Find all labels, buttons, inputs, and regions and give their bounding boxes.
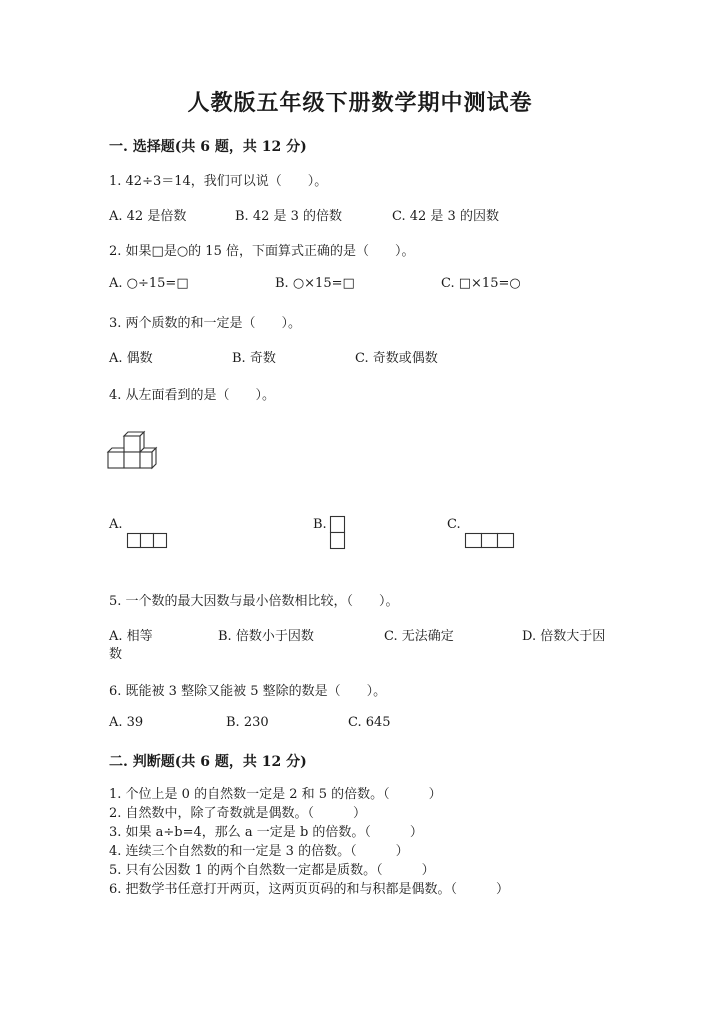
cube-stack-figure [108, 432, 158, 478]
q5-option-b[interactable]: B. 倍数小于因数 [218, 629, 314, 644]
question-5: 5. 一个数的最大因数与最小倍数相比较，（ ）。 [109, 594, 399, 609]
judge-item-3: 3. 如果 a÷b=4，那么 a 一定是 b 的倍数。（ ） [109, 825, 423, 840]
judge-item-5: 5. 只有公因数 1 的两个自然数一定都是质数。（ ） [109, 863, 435, 878]
question-6: 6. 既能被 3 整除又能被 5 整除的数是（ ）。 [109, 684, 387, 699]
judge-item-4: 4. 连续三个自然数的和一定是 3 的倍数。（ ） [109, 844, 409, 859]
q4-option-b-figure [330, 516, 346, 550]
page-title: 人教版五年级下册数学期中测试卷 [187, 90, 533, 116]
q2-option-b[interactable]: B. ○×15=□ [275, 276, 355, 291]
q6-option-a[interactable]: A. 39 [109, 715, 144, 730]
q3-option-c[interactable]: C. 奇数或偶数 [355, 351, 438, 366]
judge-item-6: 6. 把数学书任意打开两页，这两页页码的和与积都是偶数。（ ） [109, 882, 510, 897]
q6-option-c[interactable]: C. 645 [348, 715, 391, 730]
q2-option-a[interactable]: A. ○÷15=□ [109, 276, 189, 291]
judge-item-2: 2. 自然数中，除了奇数就是偶数。（ ） [109, 806, 367, 821]
q5-option-d[interactable]: D. 倍数大于因 [522, 629, 606, 644]
q3-option-b[interactable]: B. 奇数 [232, 351, 276, 366]
q5-option-a[interactable]: A. 相等 [109, 629, 153, 644]
q5-option-c[interactable]: C. 无法确定 [384, 629, 454, 644]
q1-option-c[interactable]: C. 42 是 3 的因数 [392, 209, 499, 224]
q2-option-c[interactable]: C. □×15=○ [441, 276, 521, 291]
q4-option-c[interactable]: C. [447, 517, 461, 532]
q1-option-a[interactable]: A. 42 是倍数 [109, 209, 187, 224]
question-1: 1. 42÷3＝14，我们可以说（ ）。 [109, 174, 328, 189]
q3-option-a[interactable]: A. 偶数 [109, 351, 153, 366]
q4-option-a-figure [127, 533, 167, 549]
question-4: 4. 从左面看到的是（ ）。 [109, 388, 276, 403]
question-3: 3. 两个质数的和一定是（ ）。 [109, 316, 302, 331]
q4-option-a[interactable]: A. [109, 517, 123, 532]
section-heading-choice: 一. 选择题(共 6 题，共 12 分) [109, 139, 307, 155]
q1-option-b[interactable]: B. 42 是 3 的倍数 [235, 209, 343, 224]
q4-option-b[interactable]: B. [313, 517, 327, 532]
q6-option-b[interactable]: B. 230 [226, 715, 269, 730]
judge-item-1: 1. 个位上是 0 的自然数一定是 2 和 5 的倍数。（ ） [109, 787, 442, 802]
section-heading-judge: 二. 判断题(共 6 题，共 12 分) [109, 754, 307, 770]
q5-option-d-wrap: 数 [109, 647, 123, 662]
q4-option-c-figure [465, 533, 517, 549]
question-2: 2. 如果□是○的 15 倍，下面算式正确的是（ ）。 [109, 244, 415, 259]
